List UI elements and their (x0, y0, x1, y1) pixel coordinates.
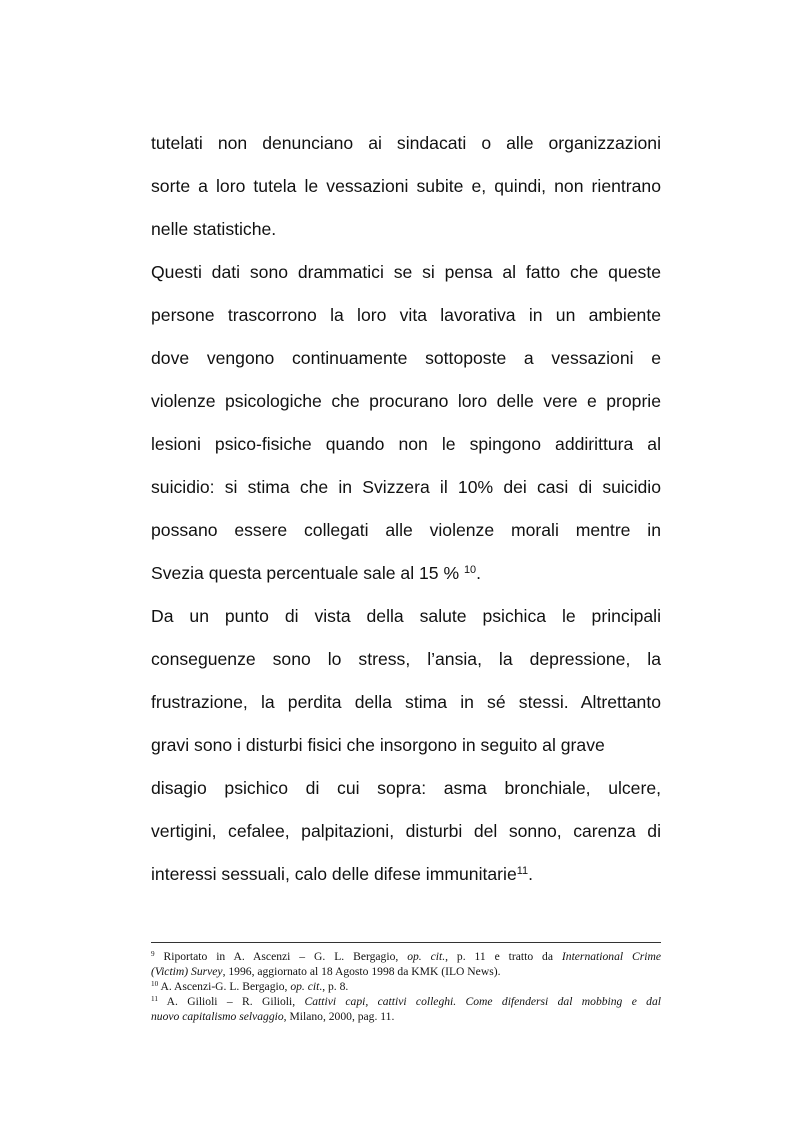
line-end-punct: . (476, 563, 482, 583)
body-text (151, 122, 661, 896)
footnote-text: , p. 11 e tratto da (445, 950, 562, 963)
footnote-line (151, 994, 661, 1009)
footnote-separator (151, 942, 661, 943)
footnote-italic: nuovo capitalismo selvaggio (151, 1010, 284, 1023)
text-line: nelle statistiche. (151, 219, 277, 239)
footnote-9 (151, 949, 661, 979)
footnote-italic: op. cit. (407, 950, 446, 963)
footnote-10 (151, 979, 661, 994)
footnote-line (151, 1009, 661, 1024)
text-line: vertigini, cefalee, palpitazioni, disturbi del sonno, carenza di (151, 821, 661, 841)
line-end-punct: . (528, 864, 533, 884)
footnote-text: , 1996, aggiornato al 18 Agosto 1998 da KMK (ILO News). (222, 965, 501, 978)
footnote-text: ., p. 8. (319, 980, 349, 993)
text-line (151, 853, 661, 896)
footnote-text: Riportato in A. Ascenzi – G. L. Bergagio, (154, 950, 408, 963)
text-line: Questi dati sono drammatici se si pensa al fatto che queste (151, 262, 661, 282)
text-line: dove vengono continuamente sottoposte a vessazioni e (151, 348, 661, 368)
footnote-text: A. Gilioli – R. Gilioli, (157, 995, 305, 1008)
text-line: gravi sono i disturbi fisici che insorgono in seguito al grave (151, 735, 605, 755)
footnote-marker: 9 (151, 950, 155, 959)
footnote-ref-10: 10 (463, 564, 477, 576)
footnote-line (151, 964, 661, 979)
text-line: suicidio: si stima che in Svizzera il 10% dei casi di suicidio (151, 477, 661, 497)
footnotes (151, 949, 661, 1024)
text-line: lesioni psico-fisiche quando non le spingono addirittura al (151, 434, 661, 454)
text-line: sorte a loro tutela le vessazioni subite e, quindi, non rientrano (151, 176, 661, 196)
text-line-content: interessi sessuali, calo delle difese immunitarie (151, 864, 517, 884)
text-line: frustrazione, la perdita della stima in sé stessi. Altrettanto (151, 692, 661, 712)
footnote-text: , Milano, 2000, pag. 11. (283, 1010, 395, 1023)
footnote-marker: 10 (151, 980, 159, 989)
footnote-11 (151, 994, 661, 1024)
text-line: tutelati non denunciano ai sindacati o alle organizzazioni (151, 133, 661, 153)
footnote-italic: International Crime (561, 950, 661, 963)
footnote-italic: Cattivi capi, cattivi colleghi. Come difendersi dal mobbing e dal (304, 995, 661, 1008)
footnote-text: A. Ascenzi-G. L. Bergagio, (158, 980, 291, 993)
text-line: persone trascorrono la loro vita lavorativa in un ambiente (151, 305, 661, 325)
text-line: Da un punto di vista della salute psichica le principali (151, 606, 661, 626)
text-line (151, 552, 661, 595)
text-line: conseguenze sono lo stress, l’ansia, la depressione, la (151, 649, 661, 669)
footnote-ref-11: 11 (516, 865, 529, 877)
footnote-line (151, 949, 661, 964)
text-line: possano essere collegati alle violenze morali mentre in (151, 520, 661, 540)
text-line: violenze psicologiche che procurano loro delle vere e proprie (151, 391, 661, 411)
text-line-content: Svezia questa percentuale sale al 15 % (151, 563, 464, 583)
footnote-marker: 11 (151, 995, 158, 1004)
text-line: disagio psichico di cui sopra: asma bronchiale, ulcere, (151, 778, 661, 798)
footnote-line (151, 979, 661, 994)
footnote-italic: (Victim) Survey (151, 965, 223, 978)
footnote-italic: op. cit (290, 980, 320, 993)
